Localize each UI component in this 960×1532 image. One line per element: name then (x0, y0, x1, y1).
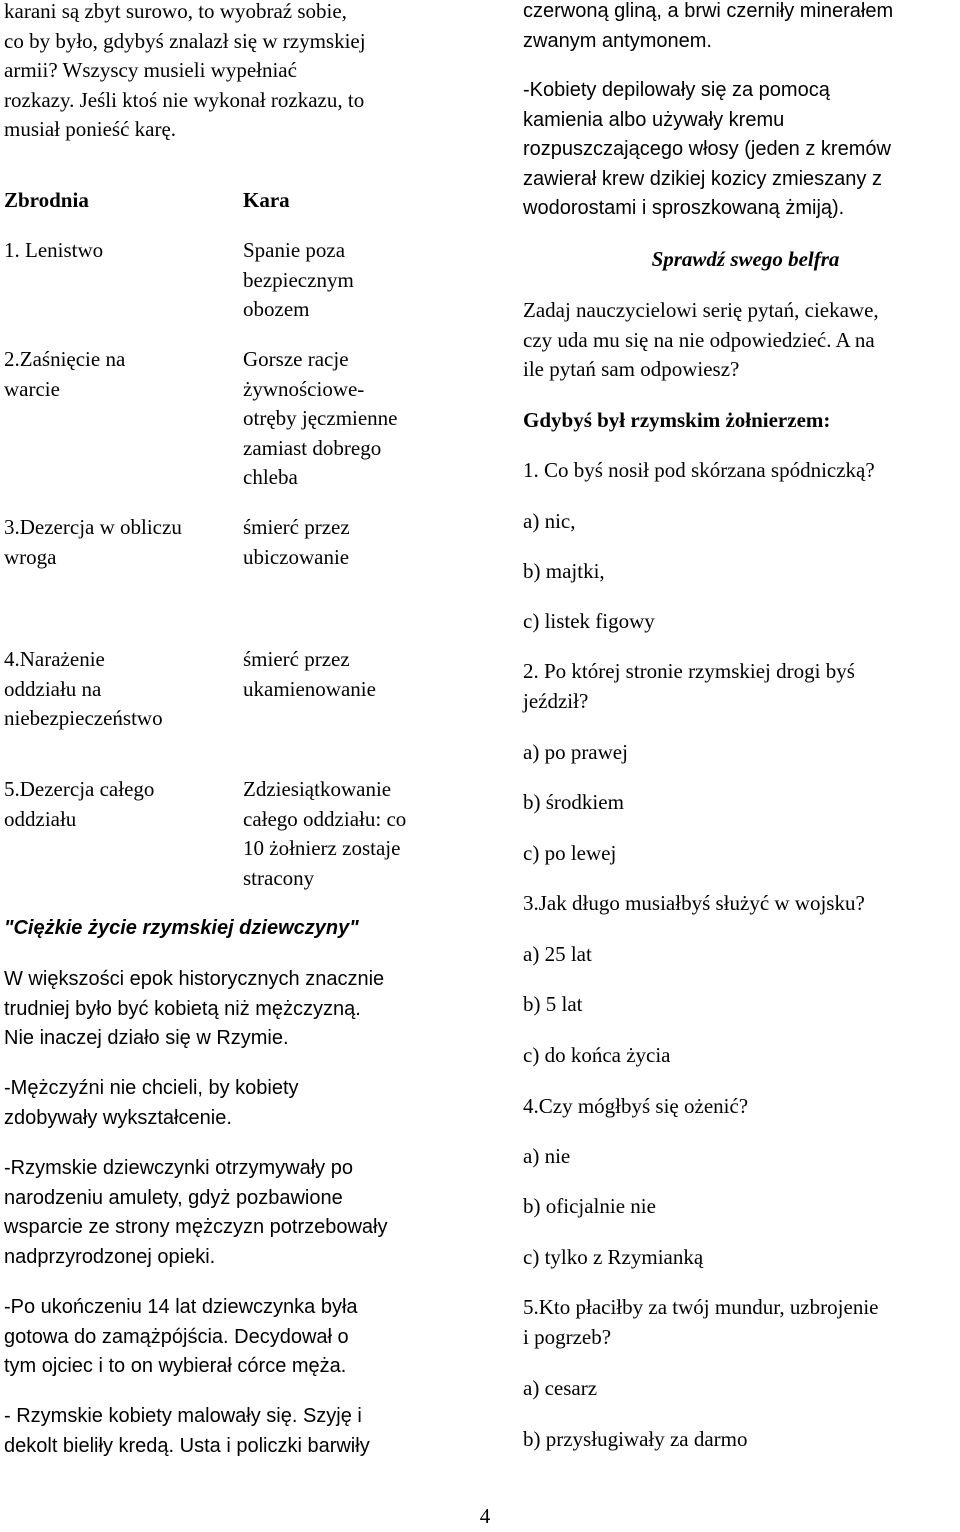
page-number: 4 (479, 1504, 491, 1528)
text-line: karani są zbyt surowo, to wyobraź sobie, (4, 0, 347, 23)
quiz (523, 0, 958, 1500)
quiz-answer: a) po prawej (523, 740, 628, 764)
penalty-table (4, 0, 474, 900)
quiz-question: 4.Czy mógłbyś się ożenić? (523, 1094, 749, 1118)
table-row-penalty: śmierć przez ukamienowanie (243, 647, 376, 701)
paragraph: - Rzymskie kobiety malowały się. Szyję i dekolt bieliły kredą. Usta i policzki barwiły (4, 1405, 370, 1457)
paragraph: W większości epok historycznych znacznie trudniej było być kobietą niż mężczyzną. Nie inaczej działo się w Rzymie. (4, 968, 385, 1049)
section-title: Sprawdź swego belfra (651, 247, 840, 271)
quiz-question: 3.Jak długo musiałbyś służyć w wojsku? (523, 891, 865, 915)
quiz-answer: a) 25 lat (523, 942, 592, 966)
quiz-question: 1. Co byś nosił pod skórzana spódniczką? (523, 458, 875, 482)
quiz-answer: a) nie (523, 1144, 571, 1168)
quiz-answer: c) do końca życia (523, 1043, 671, 1067)
table-row-crime: 4.Narażenie oddziału na niebezpieczeństwo (4, 647, 163, 730)
table-row-crime: 2.Zaśnięcie na warcie (4, 347, 126, 401)
table-row-penalty: Spanie poza bezpiecznym obozem (243, 238, 354, 321)
text-line: rozkazy. Jeśli ktoś nie wykonał rozkazu, to (4, 87, 365, 112)
table-row-penalty: śmierć przez ubiczowanie (243, 515, 350, 569)
quiz-answer: c) po lewej (523, 841, 617, 865)
quiz-answer: c) tylko z Rzymianką (523, 1245, 704, 1269)
quiz-title: Gdybyś był rzymskim żołnierzem: (523, 408, 831, 432)
quiz-answer: a) cesarz (523, 1376, 598, 1400)
quiz-answer: b) środkiem (523, 790, 624, 814)
table-header-penalty: Kara (243, 188, 290, 212)
quiz-answer: b) oficjalnie nie (523, 1194, 656, 1218)
paragraph: Zadaj nauczycielowi serię pytań, ciekawe, czy uda mu się na nie odpowiedzieć. A na ile pytań sam odpowiesz? (523, 298, 879, 381)
quiz-answer: a) nic, (523, 509, 576, 533)
text-line: armii? Wszyscy musieli wypełniać (4, 58, 297, 82)
table-row-crime: 5.Dezercja całego oddziału (4, 777, 155, 831)
quiz-question: 2. Po której stronie rzymskiej drogi byś jeździł? (523, 659, 855, 713)
table-row-crime: 3.Dezercja w obliczu wroga (4, 515, 182, 569)
quiz-answer: b) 5 lat (523, 992, 583, 1016)
quiz-answer: b) majtki, (523, 559, 605, 583)
quiz-answer: b) przysługiwały za darmo (523, 1427, 748, 1451)
table-row-penalty: Gorsze racje żywnościowe- otręby jęczmienne zamiast dobrego chleba (243, 347, 398, 489)
text-line: co by było, gdybyś znalazł się w rzymskiej (4, 28, 366, 53)
paragraph: -Kobiety depilowały się za pomocą kamienia albo używały kremu rozpuszczającego włosy (jeden z kremów zawierał krew dzikiej kozicy zmieszany z wodorostami i sproszkowaną żmiją). (523, 79, 891, 219)
text-line: musiał ponieść karę. (4, 117, 177, 141)
quiz-question: 5.Kto płaciłby za twój mundur, uzbrojenie i pogrzeb? (523, 1295, 879, 1349)
table-row-crime: 1. Lenistwo (4, 238, 104, 262)
quiz-answer: c) listek figowy (523, 609, 655, 633)
table-row-penalty: Zdziesiątkowanie całego oddziału: co 10 żołnierz zostaje stracony (243, 777, 407, 890)
section-title: "Ciężkie życie rzymskiej dziewczyny" (4, 917, 359, 939)
paragraph: -Mężczyźni nie chcieli, by kobiety zdobywały wykształcenie. (4, 1077, 299, 1129)
table-header-crime: Zbrodnia (4, 188, 89, 212)
paragraph: czerwoną gliną, a brwi czerniły minerałem zwanym antymonem. (523, 0, 894, 52)
paragraph: -Po ukończeniu 14 lat dziewczynka była gotowa do zamążpójścia. Decydował o tym ojciec i to on wybierał córce męża. (4, 1296, 358, 1377)
paragraph: -Rzymskie dziewczynki otrzymywały po narodzeniu amulety, gdyż pozbawione wsparcie ze strony mężczyzn potrzebowały nadprzyrodzonej opieki. (4, 1157, 388, 1268)
